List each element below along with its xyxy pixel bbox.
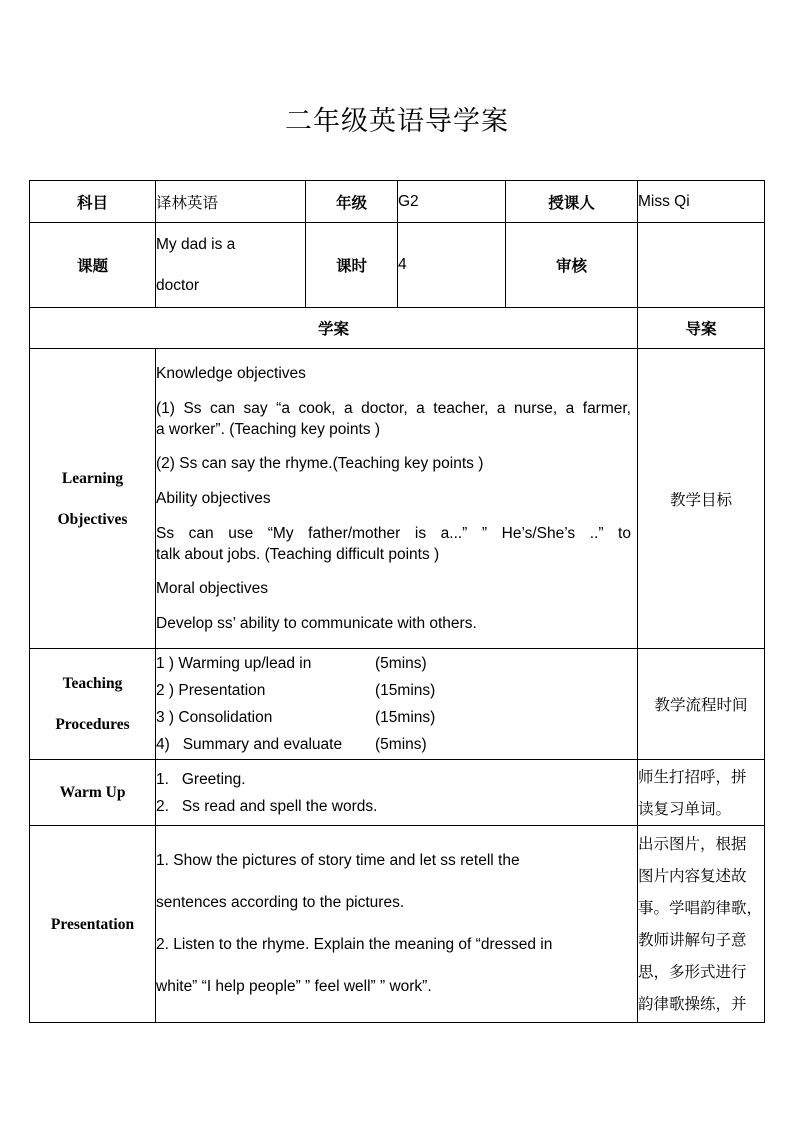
presentation-guide-line: 出示图片，根据 (638, 835, 747, 853)
warm-up-content (156, 760, 638, 826)
objective-line: Moral objectives (156, 580, 268, 597)
presentation-guide-line: 思，多形式进行 (638, 963, 747, 981)
grade-value: G2 (398, 181, 506, 223)
objective-line: (2) Ss can say the rhyme.(Teaching key points ) (156, 455, 484, 472)
topic-line: doctor (156, 277, 200, 294)
procedure-time: (15mins) (375, 709, 436, 726)
topic-label: 课题 (30, 223, 156, 308)
procedure-time: (15mins) (375, 682, 436, 699)
procedure-step: 4) Summary and evaluate (156, 736, 343, 753)
grade-label: 年级 (306, 181, 398, 223)
procedure-item (156, 731, 637, 758)
presentation-line: sentences according to the pictures. (156, 894, 405, 911)
procedures-label (30, 649, 156, 760)
objective-line: Ability objectives (156, 490, 271, 507)
procedures-label-line: Teaching (62, 675, 123, 692)
teacher-label: 授课人 (506, 181, 638, 223)
warm-up-label: Warm Up (30, 760, 156, 826)
presentation-line: white” “I help people” ” feel well” ” work”. (156, 978, 432, 995)
procedure-item (156, 704, 637, 731)
presentation-line: 1. Show the pictures of story time and let ss retell the (156, 852, 520, 869)
lesson-plan-table (29, 180, 765, 1023)
presentation-content (156, 826, 638, 1023)
study-plan-header: 学案 (30, 308, 638, 349)
objective-line: Ss can use “My father/mother is a...” ” He’s/She’s ..” to (156, 525, 631, 542)
period-label: 课时 (306, 223, 398, 308)
objective-line: Knowledge objectives (156, 365, 306, 382)
presentation-label: Presentation (30, 826, 156, 1023)
procedure-step: 3 ) Consolidation (156, 709, 273, 726)
procedures-row (30, 649, 765, 760)
procedure-item (156, 650, 637, 677)
page-title: 二年级英语导学案 (285, 106, 509, 137)
warm-up-row (30, 760, 765, 826)
procedure-step: 1 ) Warming up/lead in (156, 655, 312, 672)
procedure-step: 2 ) Presentation (156, 682, 266, 699)
presentation-guide-line: 韵律歌操练，并 (638, 995, 747, 1013)
warm-up-line: 2. Ss read and spell the words. (156, 797, 378, 815)
objective-line: Develop ss’ ability to communicate with others. (156, 615, 477, 632)
objective-line: talk about jobs. (Teaching difficult points ) (156, 546, 440, 563)
warm-up-guide (638, 760, 765, 826)
guide-plan-header: 导案 (638, 308, 765, 349)
review-value (638, 223, 765, 308)
objectives-label (30, 349, 156, 649)
period-value: 4 (398, 223, 506, 308)
header-row-subject (30, 181, 765, 223)
procedure-time: (5mins) (375, 655, 427, 672)
presentation-guide-line: 图片内容复述故 (638, 867, 747, 885)
presentation-line: 2. Listen to the rhyme. Explain the meaning of “dressed in (156, 936, 553, 953)
review-label: 审核 (506, 223, 638, 308)
objective-line: (1) Ss can say “a cook, a doctor, a teacher, a nurse, a farmer, (156, 400, 631, 417)
procedures-guide: 教学流程时间 (638, 649, 765, 760)
topic-value (156, 223, 306, 308)
warm-up-guide-line: 读复习单词。 (638, 799, 732, 818)
presentation-guide-line: 教师讲解句子意 (638, 931, 747, 949)
objectives-guide: 教学目标 (638, 349, 765, 649)
procedure-item (156, 677, 637, 704)
objectives-label-line: Learning (61, 469, 124, 487)
presentation-row (30, 826, 765, 1023)
header-row-topic (30, 223, 765, 308)
warm-up-line: 1. Greeting. (156, 770, 246, 788)
presentation-guide (638, 826, 765, 1023)
procedure-time: (5mins) (375, 736, 427, 753)
procedures-content (156, 649, 638, 760)
procedures-label-line: Procedures (55, 716, 130, 733)
subject-label: 科目 (30, 181, 156, 223)
objectives-content (156, 349, 638, 649)
objectives-row (30, 349, 765, 649)
section-header-row (30, 308, 765, 349)
objective-line: a worker”. (Teaching key points ) (156, 421, 380, 438)
objectives-label-line: Objectives (57, 510, 128, 528)
topic-line: My dad is a (156, 236, 236, 253)
subject-value: 译林英语 (156, 181, 306, 223)
teacher-value: Miss Qi (638, 181, 765, 223)
presentation-guide-line: 事。学唱韵律歌， (638, 899, 763, 917)
warm-up-guide-line: 师生打招呼，拼 (638, 767, 747, 786)
